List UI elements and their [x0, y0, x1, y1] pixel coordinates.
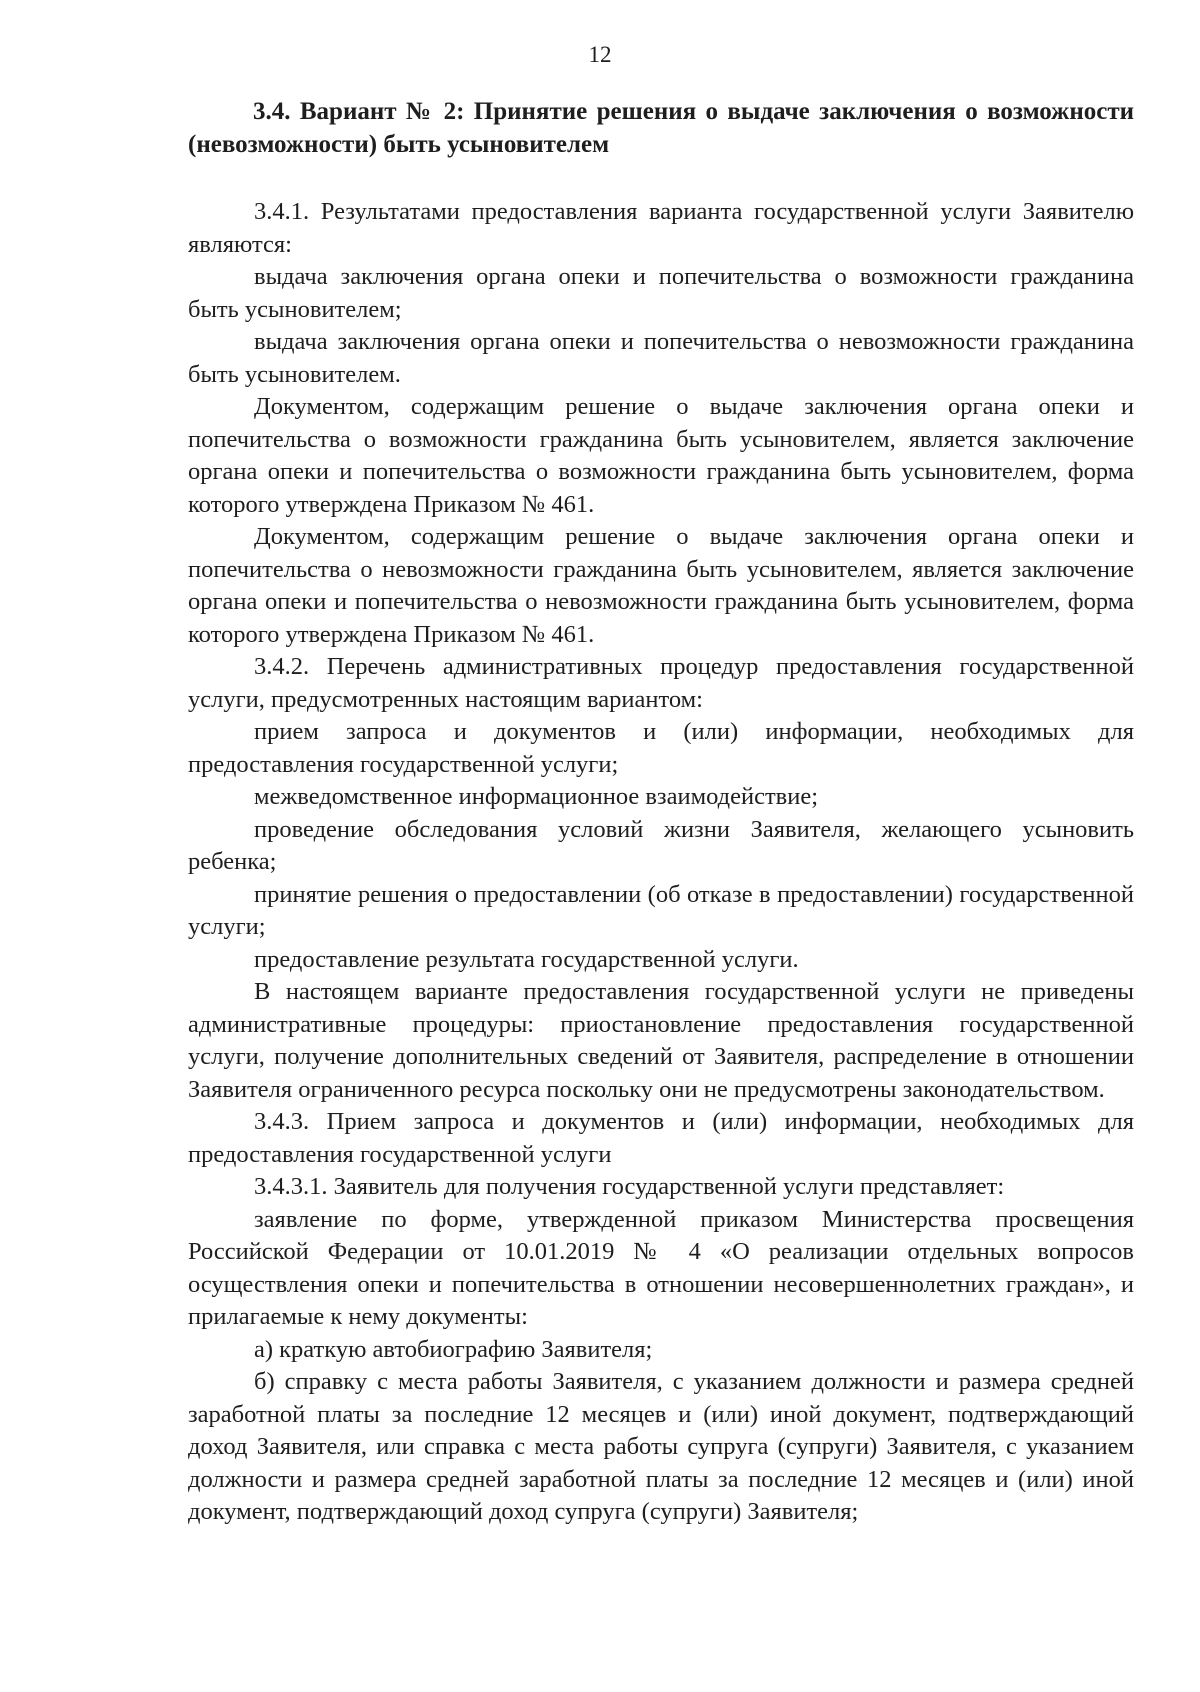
paragraph-procedure-3: проведение обследования условий жизни Заявителя, желающего усыновить ребенка; [188, 815, 1134, 875]
paragraph-item-b: б) справку с места работы Заявителя, с указанием должности и размера средней заработной платы за последние 12 месяцев и (или) иной документ, подтверждающий доход Заявителя, или справка с места работы супруга (супруги) Заявителя, с указанием должности и размера средней заработной платы за последние 12 месяцев и (или) иной документ, подтверждающий доход супруга (супруги) Заявителя; [188, 1368, 1134, 1525]
paragraph-procedure-4: принятие решения о предоставлении (об отказе в предоставлении) государственной услуги; [188, 880, 1134, 940]
paragraph-document-possibility: Документом, содержащим решение о выдаче заключения органа опеки и попечительства о возможности гражданина быть усыновителем, является заключение органа опеки и попечительства о возможности гражданина быть усыновителем, форма которого утверждена Приказом № 461. [188, 393, 1134, 518]
paragraph-result-possibility: выдача заключения органа опеки и попечительства о возможности гражданина быть усыновителем; [188, 263, 1134, 323]
paragraph-procedure-1: прием запроса и документов и (или) информации, необходимых для предоставления государственной услуги; [188, 718, 1134, 778]
paragraph-application-form: заявление по форме, утвержденной приказом Министерства просвещения Российской Федерации от 10.01.2019 № 4 «О реализации отдельных вопросов осуществления опеки и попечительства в отношении несовершеннолетних граждан», и прилагаемые к нему документы: [188, 1205, 1134, 1330]
paragraph-3-4-3: 3.4.3. Прием запроса и документов и (или) информации, необходимых для предоставления государственной услуги [188, 1108, 1134, 1168]
paragraph-3-4-2: 3.4.2. Перечень административных процедур предоставления государственной услуги, предусмотренных настоящим вариантом: [188, 653, 1134, 713]
paragraph-3-4-1: 3.4.1. Результатами предоставления варианта государственной услуги Заявителю являются: [188, 198, 1134, 258]
paragraph-procedure-2: межведомственное информационное взаимодействие; [254, 783, 819, 810]
paragraph-document-impossibility: Документом, содержащим решение о выдаче заключения органа опеки и попечительства о невозможности гражданина быть усыновителем, является заключение органа опеки и попечительства о невозможности гражданина быть усыновителем, форма которого утверждена Приказом № 461. [188, 523, 1134, 648]
paragraph-result-impossibility: выдача заключения органа опеки и попечительства о невозможности гражданина быть усыновителем. [188, 328, 1134, 388]
paragraph-procedure-5: предоставление результата государственной услуги. [254, 945, 799, 973]
paragraph-3-4-3-1: 3.4.3.1. Заявитель для получения государственной услуги представляет: [254, 1173, 1005, 1200]
section-heading: 3.4. Вариант № 2: Принятие решения о выдаче заключения о возможности (невозможности) быть усыновителем [188, 98, 1134, 158]
document-body [188, 196, 1134, 1529]
paragraph-not-included: В настоящем варианте предоставления государственной услуги не приведены административные процедуры: приостановление предоставления государственной услуги, получение дополнительных сведений от Заявителя, распределение в отношении Заявителя ограниченного ресурса поскольку они не предусмотрены законодательством. [188, 978, 1134, 1103]
paragraph-item-a: а) краткую автобиографию Заявителя; [254, 1335, 653, 1363]
page-number: 12 [588, 42, 612, 67]
